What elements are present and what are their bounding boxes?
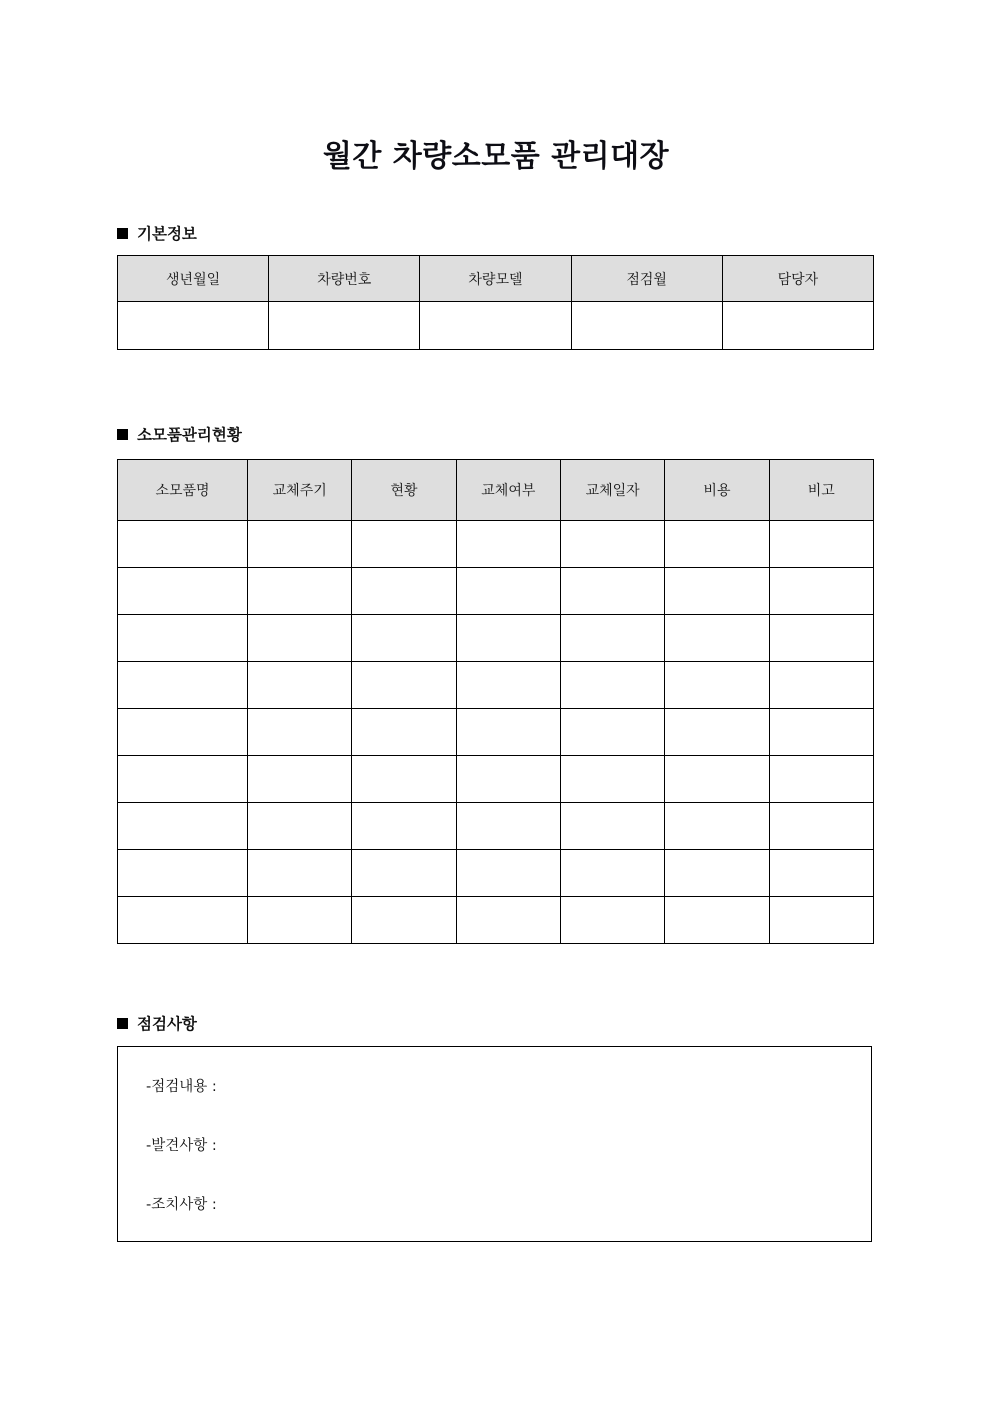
cell-birthdate[interactable] — [118, 302, 269, 350]
cell-status[interactable] — [352, 615, 456, 662]
inspection-line-actions: -조치사항 : — [146, 1197, 217, 1213]
cell-replaced[interactable] — [456, 803, 560, 850]
table-row — [118, 521, 874, 568]
cell-replace-date[interactable] — [560, 756, 664, 803]
cell-inspection-month[interactable] — [571, 302, 722, 350]
cell-remarks[interactable] — [769, 568, 873, 615]
cell-replace-date[interactable] — [560, 568, 664, 615]
cell-replaced[interactable] — [456, 756, 560, 803]
cell-remarks[interactable] — [769, 756, 873, 803]
cell-remarks[interactable] — [769, 521, 873, 568]
cell-replace-date[interactable] — [560, 521, 664, 568]
column-header-replace-date: 교체일자 — [560, 460, 664, 521]
cell-status[interactable] — [352, 521, 456, 568]
cell-cost[interactable] — [665, 615, 769, 662]
cell-replace-date[interactable] — [560, 709, 664, 756]
cell-replaced[interactable] — [456, 662, 560, 709]
table-header-row — [118, 460, 874, 521]
cell-remarks[interactable] — [769, 662, 873, 709]
cell-replace-cycle[interactable] — [248, 756, 352, 803]
page-title: 월간 차량소모품 관리대장 — [322, 139, 670, 174]
cell-status[interactable] — [352, 850, 456, 897]
cell-remarks[interactable] — [769, 803, 873, 850]
table-row — [118, 850, 874, 897]
cell-status[interactable] — [352, 709, 456, 756]
cell-status[interactable] — [352, 662, 456, 709]
table-row — [118, 897, 874, 944]
square-bullet-icon — [117, 228, 128, 239]
cell-status[interactable] — [352, 756, 456, 803]
table-row — [118, 662, 874, 709]
table-row — [118, 568, 874, 615]
cell-cost[interactable] — [665, 568, 769, 615]
cell-replaced[interactable] — [456, 615, 560, 662]
cell-supply-name[interactable] — [118, 709, 248, 756]
table-row — [118, 756, 874, 803]
cell-replace-date[interactable] — [560, 662, 664, 709]
cell-replace-cycle[interactable] — [248, 615, 352, 662]
cell-cost[interactable] — [665, 850, 769, 897]
cell-remarks[interactable] — [769, 897, 873, 944]
cell-cost[interactable] — [665, 803, 769, 850]
inspection-line-content: -점검내용 : — [146, 1079, 217, 1095]
section-heading-label: 소모품관리현황 — [137, 426, 242, 444]
cell-remarks[interactable] — [769, 850, 873, 897]
section-heading-basic-info — [117, 222, 197, 244]
table-row — [118, 803, 874, 850]
basic-info-table — [117, 255, 874, 350]
cell-replace-cycle[interactable] — [248, 662, 352, 709]
column-header-replaced: 교체여부 — [456, 460, 560, 521]
cell-supply-name[interactable] — [118, 521, 248, 568]
column-header-vehicle-model: 차량모델 — [420, 256, 571, 302]
cell-vehicle-number[interactable] — [269, 302, 420, 350]
cell-remarks[interactable] — [769, 709, 873, 756]
square-bullet-icon — [117, 1018, 128, 1029]
cell-supply-name[interactable] — [118, 850, 248, 897]
cell-replace-cycle[interactable] — [248, 803, 352, 850]
cell-cost[interactable] — [665, 662, 769, 709]
column-header-remarks: 비고 — [769, 460, 873, 521]
table-row — [118, 709, 874, 756]
column-header-cost: 비용 — [665, 460, 769, 521]
cell-replace-cycle[interactable] — [248, 521, 352, 568]
cell-cost[interactable] — [665, 897, 769, 944]
section-heading-supplies-status — [117, 423, 242, 445]
cell-status[interactable] — [352, 803, 456, 850]
cell-status[interactable] — [352, 897, 456, 944]
column-header-manager: 담당자 — [722, 256, 873, 302]
cell-replace-date[interactable] — [560, 803, 664, 850]
cell-cost[interactable] — [665, 709, 769, 756]
cell-replace-cycle[interactable] — [248, 568, 352, 615]
cell-replace-date[interactable] — [560, 615, 664, 662]
inspection-notes-box[interactable] — [117, 1046, 872, 1242]
section-heading-inspection — [117, 1012, 197, 1034]
column-header-inspection-month: 점검월 — [571, 256, 722, 302]
square-bullet-icon — [117, 429, 128, 440]
column-header-birthdate: 생년월일 — [118, 256, 269, 302]
cell-replaced[interactable] — [456, 521, 560, 568]
table-row — [118, 615, 874, 662]
column-header-supply-name: 소모품명 — [118, 460, 248, 521]
cell-replace-cycle[interactable] — [248, 709, 352, 756]
cell-supply-name[interactable] — [118, 568, 248, 615]
cell-replaced[interactable] — [456, 850, 560, 897]
cell-vehicle-model[interactable] — [420, 302, 571, 350]
supplies-status-table — [117, 459, 874, 944]
cell-replace-date[interactable] — [560, 850, 664, 897]
cell-replace-date[interactable] — [560, 897, 664, 944]
cell-status[interactable] — [352, 568, 456, 615]
cell-replaced[interactable] — [456, 568, 560, 615]
section-heading-label: 점검사항 — [137, 1015, 197, 1033]
table-row — [118, 302, 874, 350]
cell-replaced[interactable] — [456, 709, 560, 756]
column-header-replace-cycle: 교체주기 — [248, 460, 352, 521]
cell-replace-cycle[interactable] — [248, 897, 352, 944]
cell-replaced[interactable] — [456, 897, 560, 944]
cell-cost[interactable] — [665, 756, 769, 803]
cell-supply-name[interactable] — [118, 756, 248, 803]
table-header-row — [118, 256, 874, 302]
inspection-line-findings: -발견사항 : — [146, 1138, 217, 1154]
column-header-status: 현황 — [352, 460, 456, 521]
cell-replace-cycle[interactable] — [248, 850, 352, 897]
cell-supply-name[interactable] — [118, 662, 248, 709]
cell-supply-name[interactable] — [118, 803, 248, 850]
cell-remarks[interactable] — [769, 615, 873, 662]
column-header-vehicle-number: 차량번호 — [269, 256, 420, 302]
cell-cost[interactable] — [665, 521, 769, 568]
cell-manager[interactable] — [722, 302, 873, 350]
cell-supply-name[interactable] — [118, 615, 248, 662]
cell-supply-name[interactable] — [118, 897, 248, 944]
section-heading-label: 기본정보 — [137, 225, 197, 243]
